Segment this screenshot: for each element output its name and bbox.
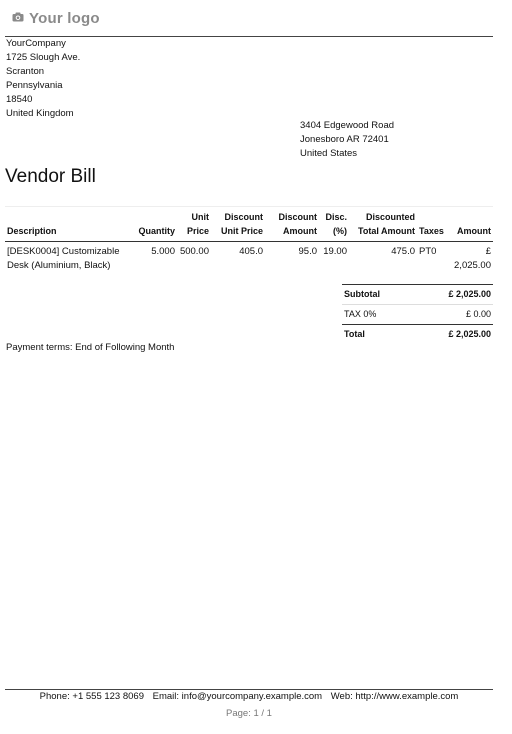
col-unit-price: Unit Price (177, 210, 211, 242)
company-address (6, 37, 80, 121)
col-description: Description (5, 210, 129, 242)
company-state: Pennsylvania (6, 80, 63, 91)
invoice-lines-table (5, 210, 493, 276)
cell-amount: £ 2,025.00 (454, 246, 491, 271)
total-value: £ 2,025.00 (412, 325, 493, 345)
col-amount: Amount (449, 210, 493, 242)
cell-discount-unit-price: 405.0 (239, 246, 263, 257)
company-street: 1725 Slough Ave. (6, 52, 81, 63)
partner-country: United States (300, 148, 358, 159)
col-discounted-total: Discounted Total Amount (349, 210, 417, 242)
logo-text: Your logo (29, 10, 100, 27)
cell-disc-pct: 19.00 (323, 246, 347, 257)
company-city: Scranton (6, 66, 45, 77)
camera-icon (12, 12, 24, 25)
cell-discount-amount: 95.0 (298, 246, 317, 257)
total-row (342, 325, 493, 345)
totals-table (342, 284, 493, 344)
document-title: Vendor Bill (5, 166, 96, 187)
partner-street: 3404 Edgewood Road (300, 120, 395, 131)
subtotal-row (342, 285, 493, 305)
tax-value: £ 0.00 (412, 305, 493, 325)
col-discount-unit-price: Discount Unit Price (211, 210, 265, 242)
cell-taxes: PT0 (419, 246, 437, 257)
partner-city-line: Jonesboro AR 72401 (300, 134, 389, 145)
total-label: Total (342, 325, 412, 345)
company-country: United Kingdom (6, 108, 74, 119)
col-disc-pct: Disc. (%) (319, 210, 349, 242)
company-name: YourCompany (6, 38, 66, 49)
cell-discounted-total: 475.0 (391, 246, 415, 257)
col-discount-amount: Discount Amount (265, 210, 319, 242)
footer-email: Email: info@yourcompany.example.com (152, 691, 323, 702)
subtotal-value: £ 2,025.00 (412, 285, 493, 305)
page-number: Page: 1 / 1 (226, 708, 272, 719)
cell-description: [DESK0004] Customizable Desk (Aluminium, Black) (7, 246, 120, 271)
footer-contact (5, 691, 493, 702)
footer-web: Web: http://www.example.com (330, 691, 459, 702)
col-taxes: Taxes (417, 210, 449, 242)
col-quantity: Quantity (129, 210, 177, 242)
title-divider (5, 206, 493, 207)
payment-terms: Payment terms: End of Following Month (6, 342, 175, 353)
footer-phone: Phone: +1 555 123 8069 (39, 691, 144, 702)
table-header-row (5, 210, 493, 242)
cell-unit-price: 500.00 (179, 246, 209, 257)
table-row (5, 242, 493, 277)
footer-divider (5, 689, 493, 690)
partner-name-clipped (300, 112, 394, 119)
company-zip: 18540 (6, 94, 33, 105)
tax-row (342, 305, 493, 325)
cell-quantity: 5.000 (151, 246, 175, 257)
partner-address (300, 112, 394, 161)
company-logo (12, 10, 100, 27)
tax-label: TAX 0% (342, 305, 412, 325)
subtotal-label: Subtotal (342, 285, 412, 305)
